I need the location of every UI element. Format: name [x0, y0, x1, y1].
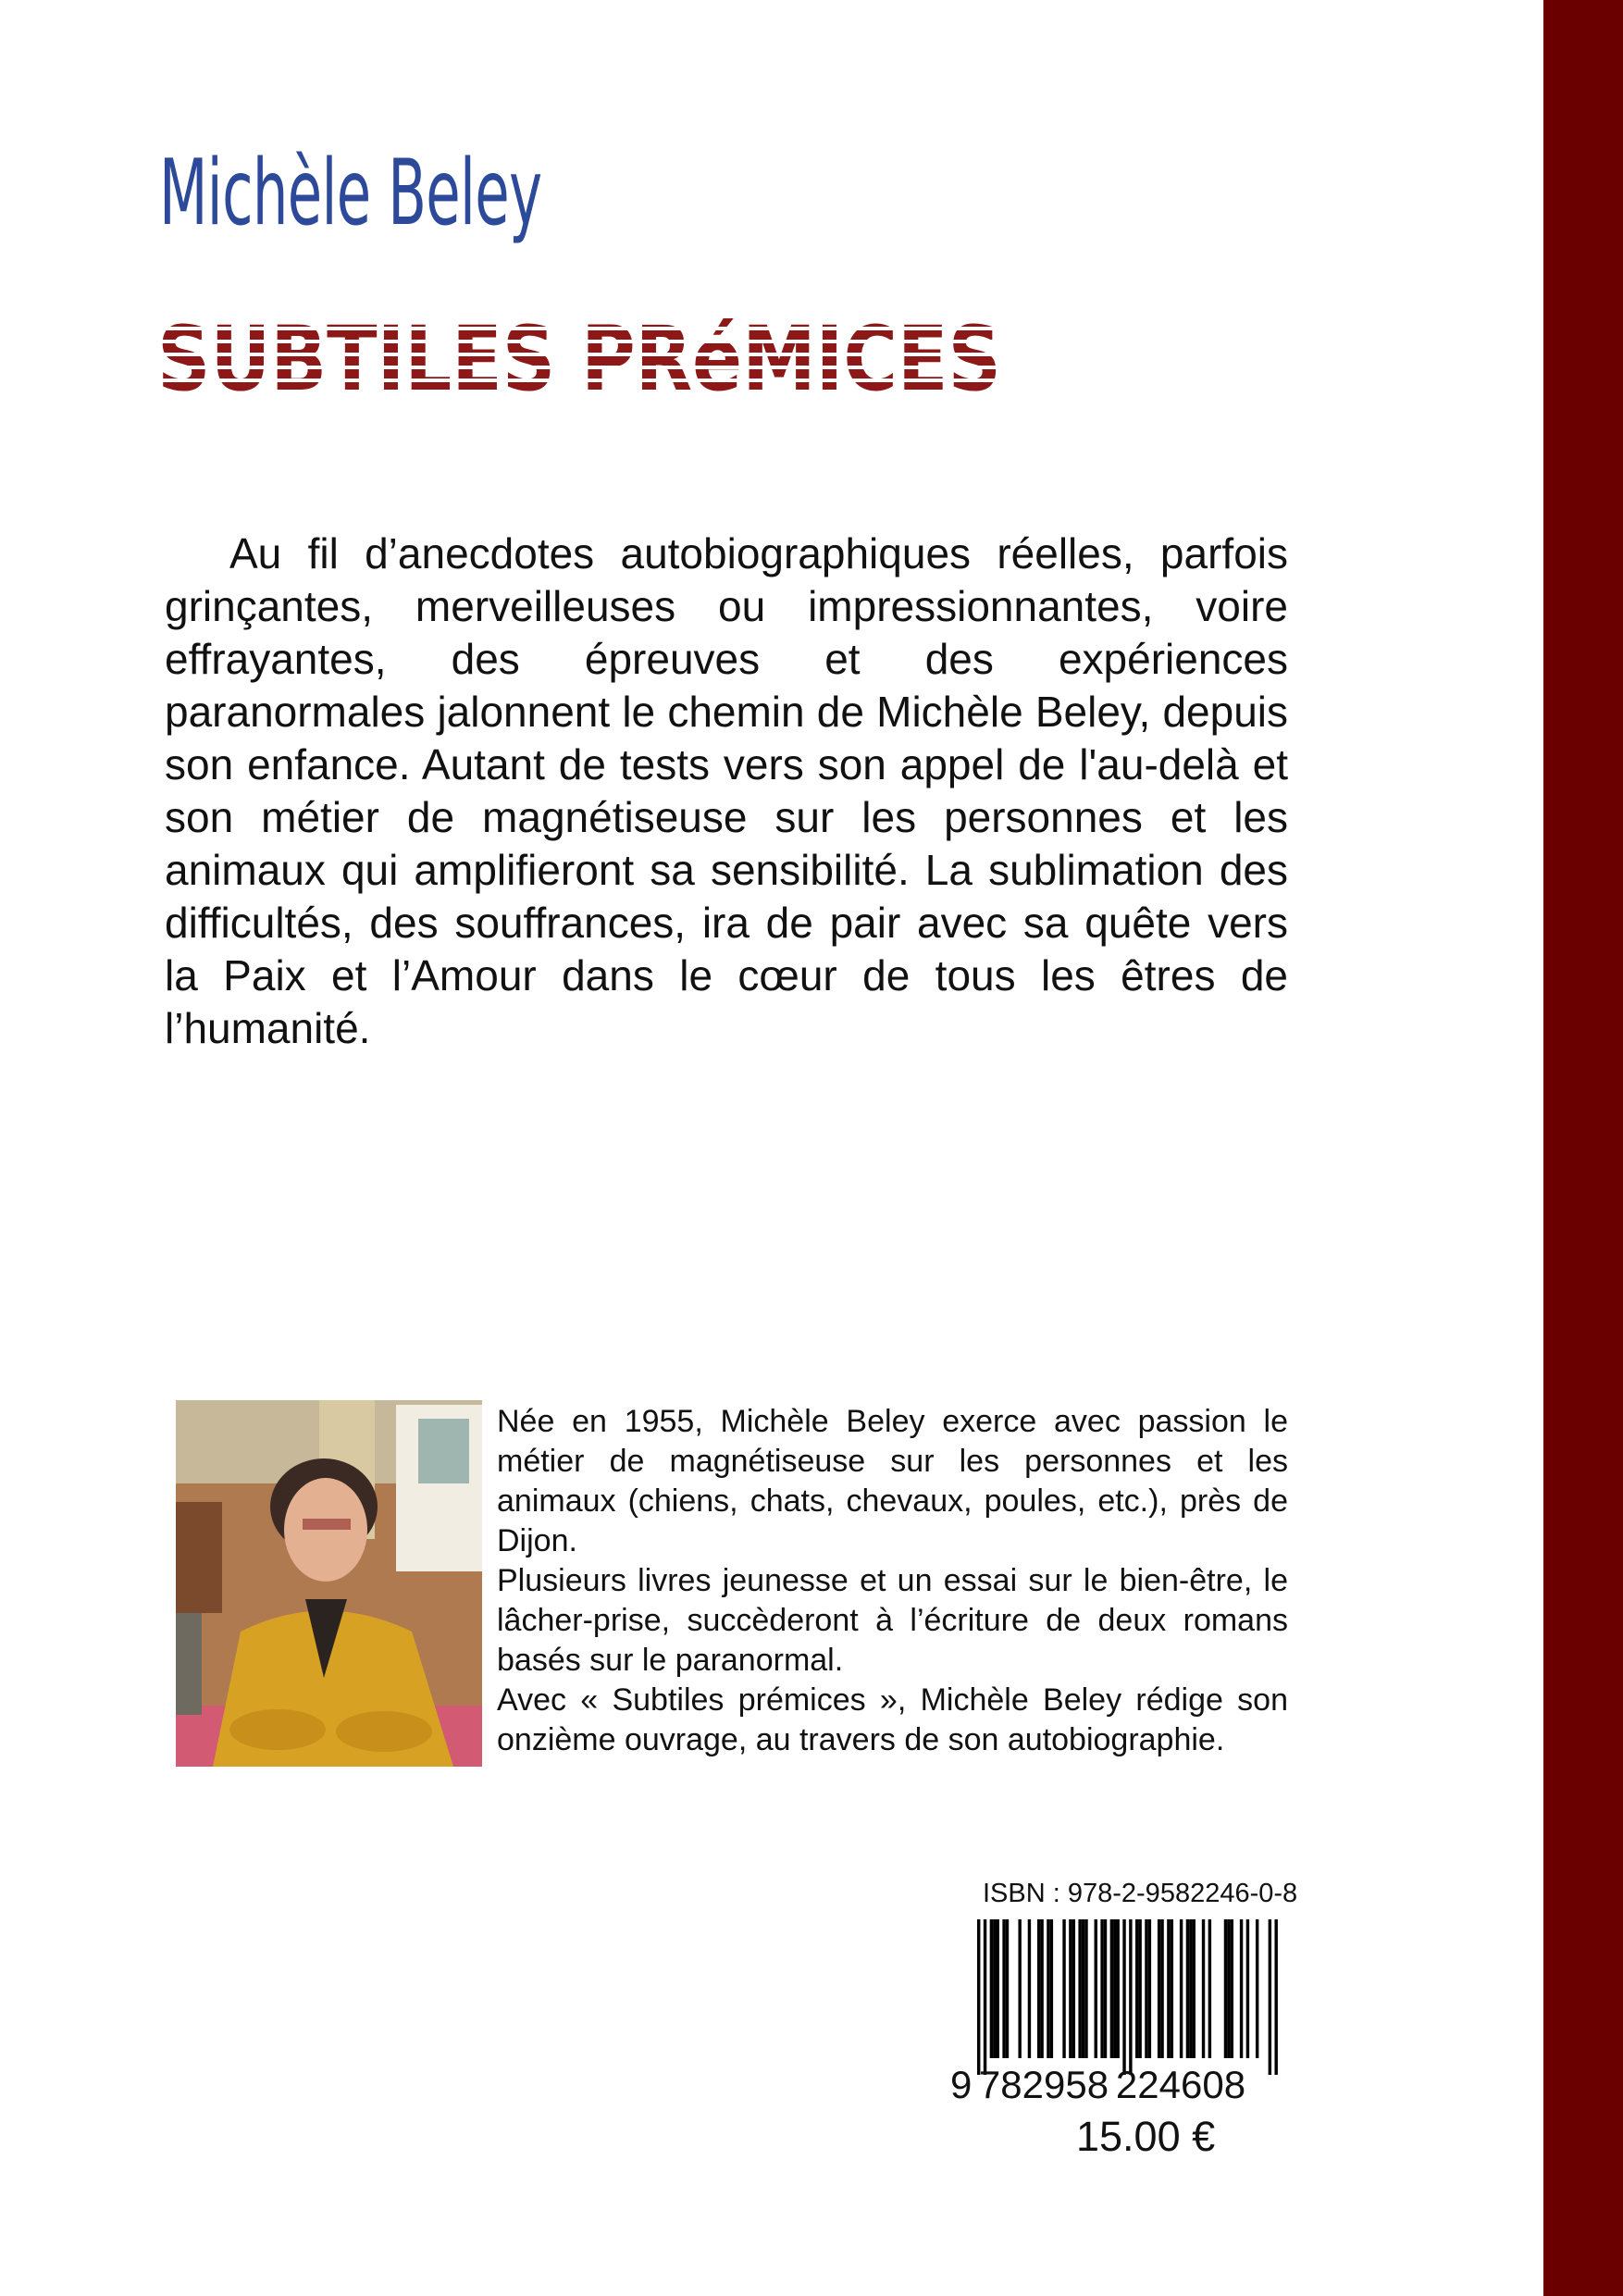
barcode-bar [1040, 1919, 1043, 2058]
bio-paragraph: Avec « Subtiles prémices », Michèle Beley rédige son onzième ouvrage, au travers de son autobiographie. [497, 1682, 1288, 1757]
barcode-bar [1104, 1919, 1107, 2058]
barcode-bar [1028, 1919, 1031, 2058]
barcode-digits-right: 224608 [1115, 2063, 1246, 2106]
barcode-bar [1189, 1919, 1192, 2058]
barcode-bar [1050, 1919, 1053, 2058]
back-cover-blurb: Au fil d’anecdotes autobiographiques réelles, parfois grinçantes, merveilleuses ou impressionnantes, voire effrayantes, des épreuves et des expériences paranormales jalonnent le chemin de Michèle Beley, depuis son enfance. Autant de tests vers son appel de l'au-delà et son métier de magnétiseuse sur les personnes et les animaux qui amplifieront sa sensibilité. La sublimation des difficultés, des souffrances, ira de pair avec sa quête vers la Paix et l’Amour dans le cœur de tous les êtres de l’humanité. [165, 529, 1288, 1052]
barcode-bar [1180, 1919, 1183, 2058]
barcode-bar [1193, 1919, 1196, 2058]
barcode-bar [1240, 1919, 1243, 2058]
bio-paragraph: Plusieurs livres jeunesse et un essai sur le bien-être, le lâcher-prise, succèderont à l’écriture de deux romans basés sur le paranormal. [497, 1563, 1288, 1678]
barcode-bar [993, 1919, 996, 2058]
barcode-bar [1246, 1919, 1249, 2058]
barcode-bar [1231, 1919, 1233, 2058]
barcode-bar [1110, 1919, 1113, 2058]
barcode-bar [1006, 1919, 1009, 2058]
price-label: 15.00 € [1076, 2113, 1216, 2160]
barcode-guard-bar [1274, 1919, 1277, 2075]
barcode-bar [1256, 1919, 1258, 2058]
isbn-label: ISBN : 978-2-9582246-0-8 [983, 1879, 1298, 1908]
barcode-bar [1062, 1919, 1065, 2058]
barcode-guard-bar [984, 1919, 986, 2075]
barcode-bar [1095, 1919, 1097, 2058]
barcode-bar [1148, 1919, 1151, 2058]
barcode-bar [990, 1919, 993, 2058]
barcode-bar [1208, 1919, 1211, 2058]
author-photo [176, 1400, 482, 1767]
barcode-bar [1186, 1919, 1189, 2058]
barcode-guard-bar [1129, 1919, 1132, 2075]
barcode [942, 1917, 1312, 2106]
barcode-bar [1082, 1919, 1084, 2058]
barcode-bar [1135, 1919, 1138, 2058]
barcode-bar [1167, 1919, 1170, 2058]
barcode-digits-left: 782958 [978, 2063, 1109, 2106]
barcode-bar [1018, 1919, 1021, 2058]
barcode-bar [1158, 1919, 1160, 2058]
barcode-bar [1100, 1919, 1103, 2058]
barcode-bar [997, 1919, 999, 2058]
barcode-bar [1113, 1919, 1116, 2058]
barcode-guard-bar [1269, 1919, 1271, 2075]
barcode-guard-bar [1122, 1919, 1125, 2075]
barcode-bar [1138, 1919, 1141, 2058]
bio-paragraph: Née en 1955, Michèle Beley exerce avec passion le métier de magnétiseuse sur les personnes et les animaux (chiens, chats, chevaux, poules, etc.), près de Dijon. [497, 1404, 1288, 1558]
book-title [157, 307, 1009, 411]
author-bio [497, 1402, 1288, 1760]
barcode-guard-bar [977, 1919, 980, 2075]
barcode-bar [1069, 1919, 1072, 2058]
barcode-bar [1078, 1919, 1081, 2058]
barcode-digit-first: 9 [950, 2063, 973, 2106]
spine-band [1543, 0, 1623, 2296]
barcode-bar [1116, 1919, 1119, 2058]
barcode-bar [1047, 1919, 1049, 2058]
barcode-bar [1202, 1919, 1205, 2058]
barcode-bar [1037, 1919, 1040, 2058]
barcode-bar [1227, 1919, 1230, 2058]
barcode-bar [1171, 1919, 1173, 2058]
barcode-bar [1084, 1919, 1087, 2058]
barcode-bar [1160, 1919, 1163, 2058]
book-title-text: SUBTILES PRéMICES [157, 307, 1001, 411]
barcode-bar [1002, 1919, 1005, 2058]
barcode-bar [1224, 1919, 1227, 2058]
author-name: Michèle Beley [159, 141, 542, 246]
barcode-bar [1072, 1919, 1075, 2058]
barcode-bar [1145, 1919, 1147, 2058]
